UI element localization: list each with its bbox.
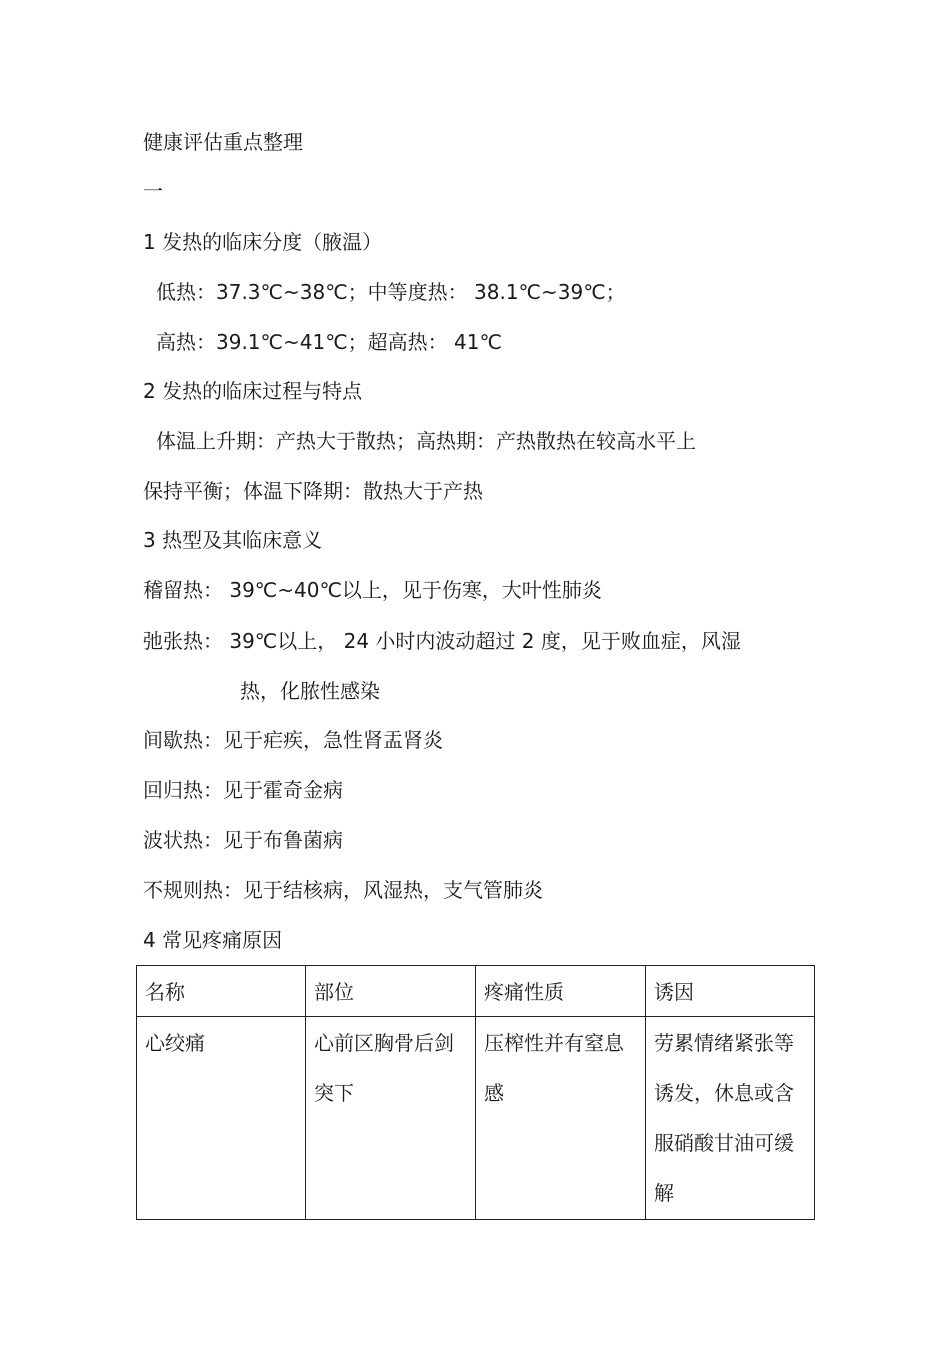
text-line: 弛张热： 39℃以上， 24 小时内波动超过 2 度，见于败血症，风湿 — [143, 629, 741, 653]
heading-fever-grade: 1 发热的临床分度（腋温） — [143, 230, 383, 254]
table-header-cell: 诱因 — [646, 966, 815, 1017]
heading-fever-process: 2 发热的临床过程与特点 — [143, 379, 363, 403]
table-cell: 心前区胸骨后剑突下 — [306, 1017, 476, 1220]
table-cell: 心绞痛 — [137, 1017, 306, 1220]
table-header-cell: 名称 — [137, 966, 306, 1017]
table-cell: 劳累情绪紧张等诱发，休息或含服硝酸甘油可缓解 — [646, 1017, 815, 1220]
table-header-row — [137, 966, 815, 1017]
section-mark: 一 — [143, 179, 163, 203]
heading-pain-causes: 4 常见疼痛原因 — [143, 928, 283, 952]
table-header-cell: 部位 — [306, 966, 476, 1017]
text-line: 间歇热：见于疟疾，急性肾盂肾炎 — [143, 728, 443, 752]
table-cell: 压榨性并有窒息感 — [476, 1017, 646, 1220]
heading-fever-type: 3 热型及其临床意义 — [143, 528, 323, 552]
pain-causes-table — [136, 965, 815, 1220]
document-title: 健康评估重点整理 — [143, 130, 303, 154]
text-line: 回归热：见于霍奇金病 — [143, 778, 343, 802]
text-line: 高热：39.1℃~41℃；超高热： 41℃ — [156, 330, 502, 354]
text-line: 热，化脓性感染 — [240, 679, 380, 703]
text-line: 不规则热：见于结核病，风湿热，支气管肺炎 — [143, 878, 543, 902]
text-line: 波状热：见于布鲁菌病 — [143, 828, 343, 852]
text-line: 低热：37.3℃~38℃；中等度热： 38.1℃~39℃； — [156, 280, 626, 304]
text-line: 体温上升期：产热大于散热；高热期：产热散热在较高水平上 — [156, 429, 696, 453]
text-line: 稽留热： 39℃~40℃以上，见于伤寒，大叶性肺炎 — [143, 578, 602, 602]
table-row — [137, 1017, 815, 1220]
table-header-cell: 疼痛性质 — [476, 966, 646, 1017]
text-line: 保持平衡；体温下降期：散热大于产热 — [143, 479, 483, 503]
